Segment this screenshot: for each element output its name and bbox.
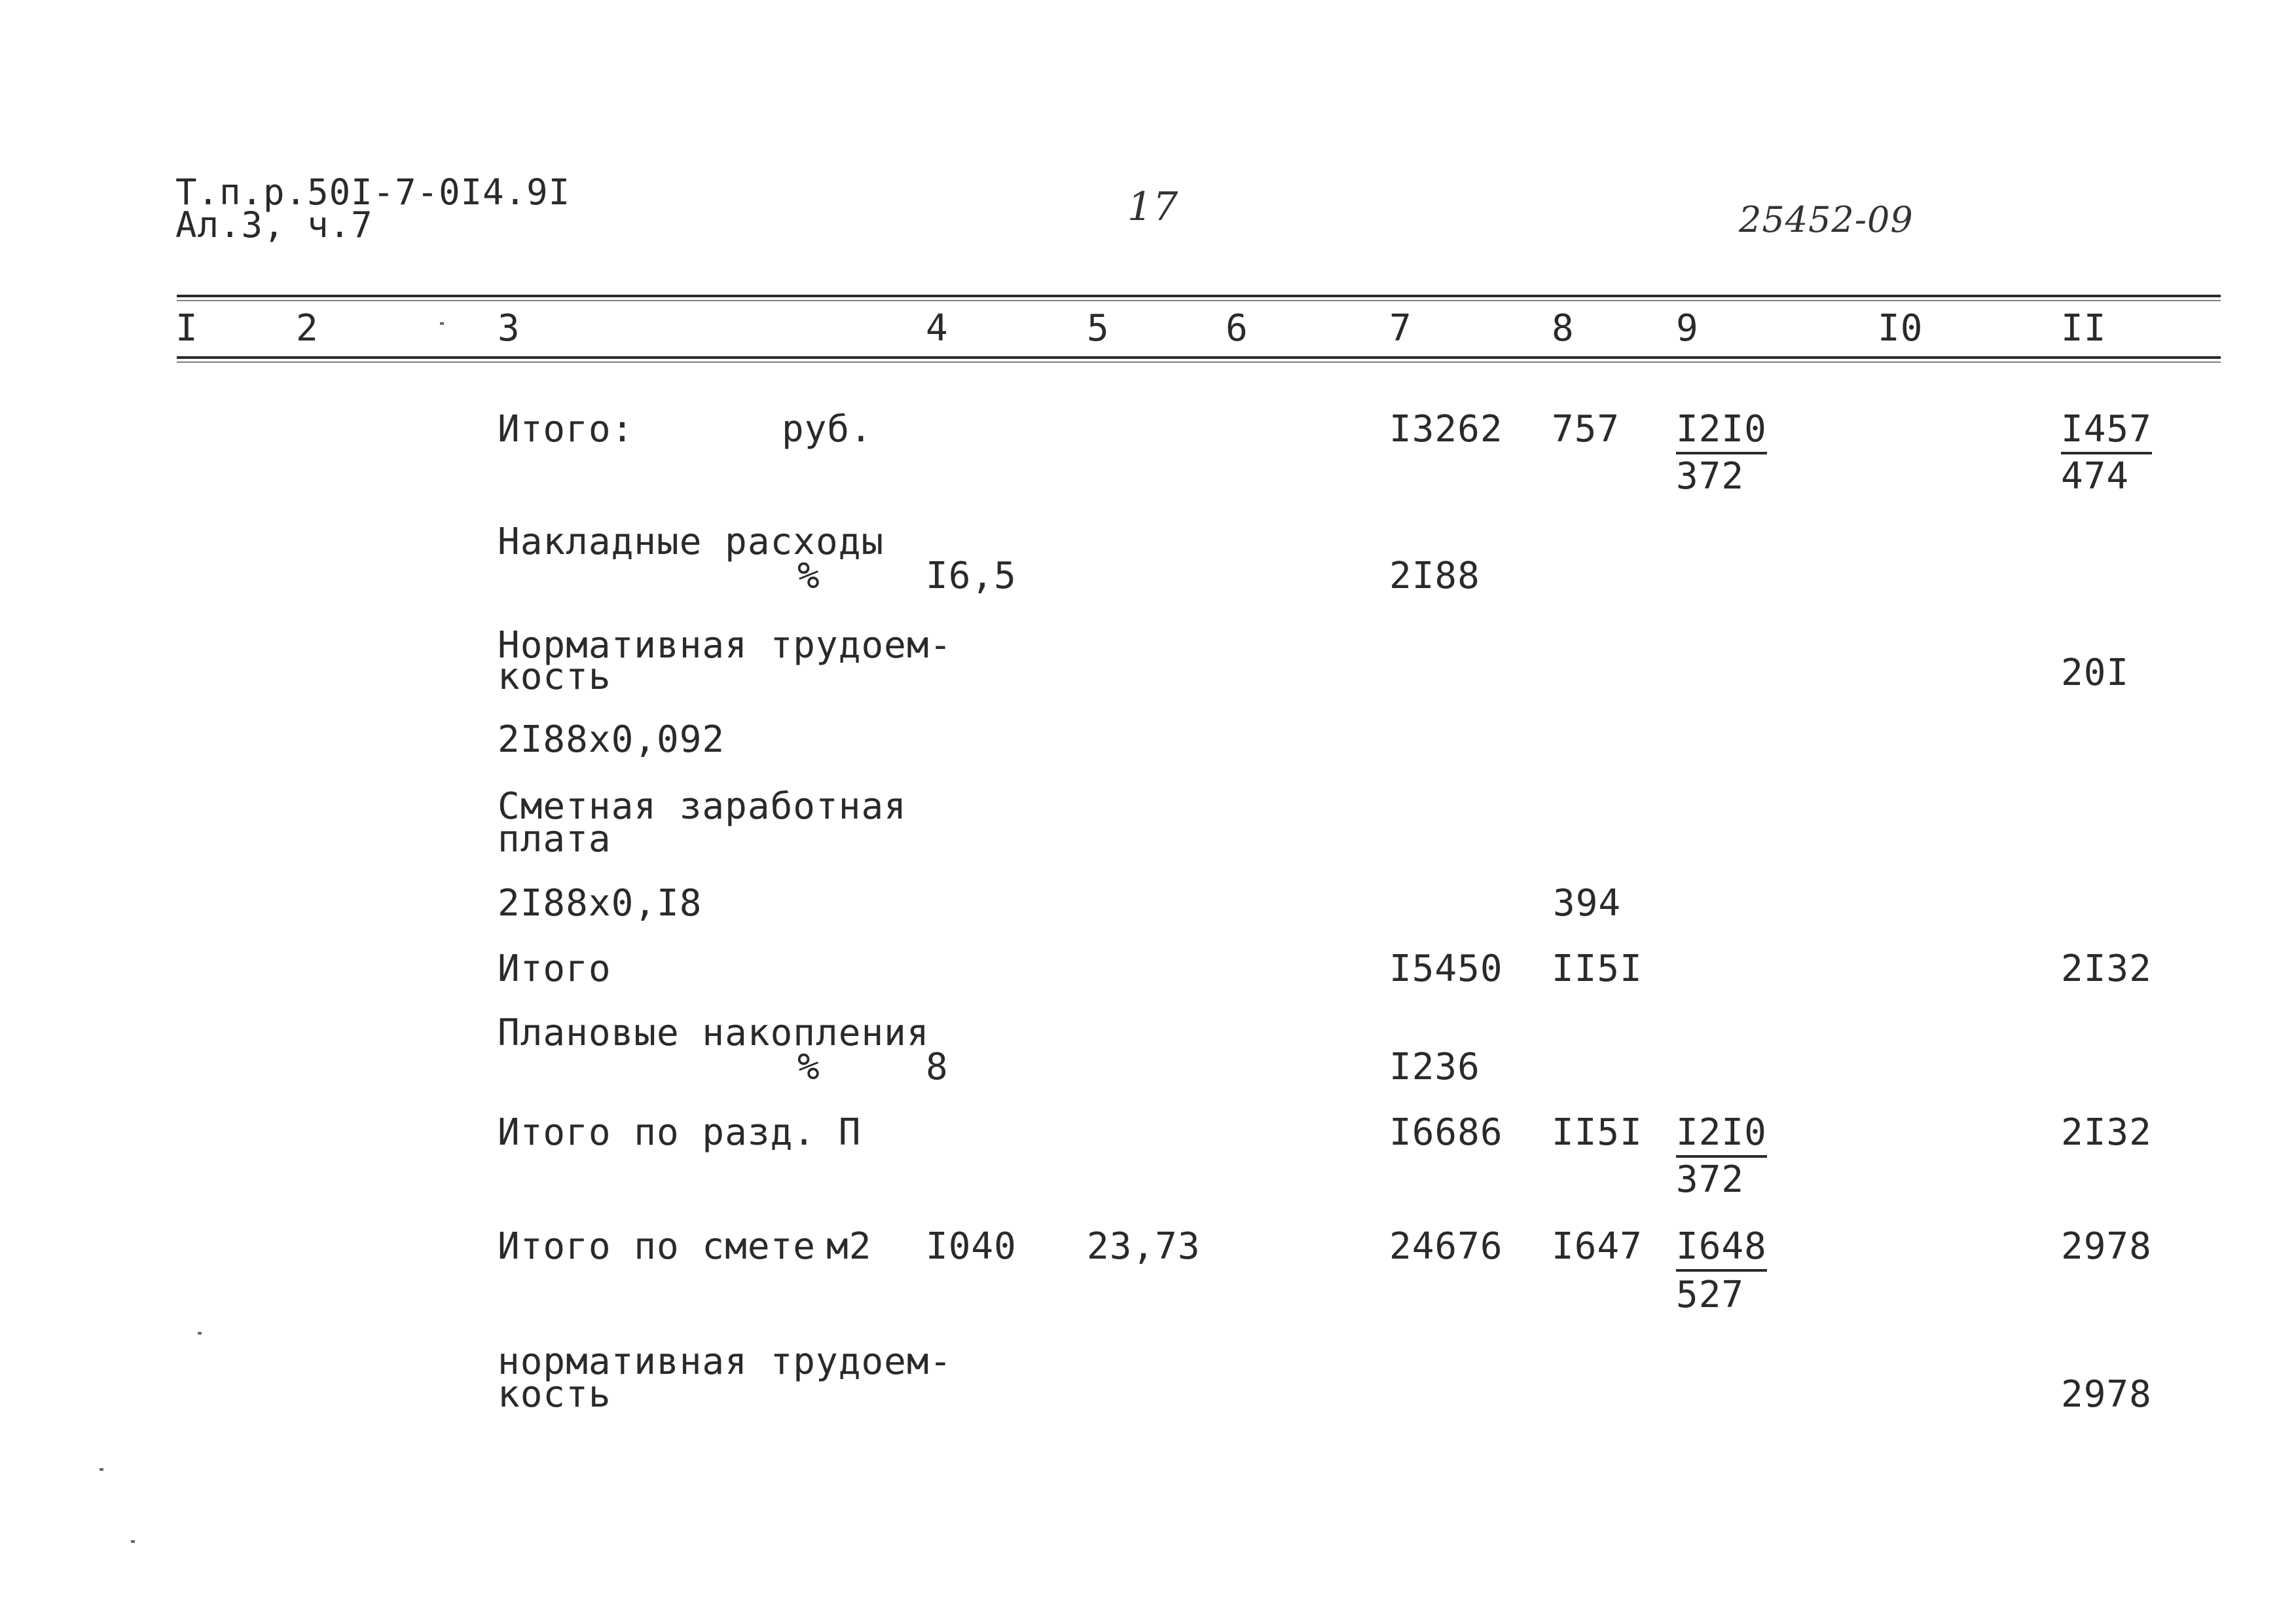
column-header: 5 — [1087, 307, 1110, 350]
cell-col4: I040 — [926, 1225, 1017, 1268]
column-header: 4 — [926, 307, 949, 350]
row-label-cont: плата — [498, 818, 611, 860]
row-label: Итого: — [498, 408, 634, 451]
speck-mark — [198, 1332, 202, 1335]
cell-col9-denominator: 372 — [1676, 1158, 1745, 1201]
row-label: 2I88х0,092 — [498, 718, 725, 761]
cell-col8: II5I — [1552, 948, 1643, 990]
row-label: Итого по разд. П — [498, 1111, 862, 1154]
column-header: 7 — [1389, 307, 1412, 350]
cell-col9-numerator: I648 — [1676, 1225, 1767, 1272]
cell-col9-numerator: I2I0 — [1676, 408, 1767, 454]
row-unit: % — [797, 1046, 820, 1088]
page-number: 17 — [1127, 184, 1179, 230]
document-designation: Т.п.р.50I-7-0I4.9I — [175, 172, 571, 213]
table-top-rule-inner — [177, 300, 2221, 301]
document-code: 25452-09 — [1739, 199, 1914, 240]
cell-col7: I6686 — [1389, 1111, 1503, 1154]
header-bottom-rule — [177, 356, 2221, 359]
cell-col7: I236 — [1389, 1046, 1480, 1088]
speck-mark — [100, 1468, 103, 1471]
cell-col11: 2978 — [2061, 1373, 2152, 1416]
row-unit: руб. — [782, 408, 873, 451]
cell-col9-denominator: 372 — [1676, 455, 1745, 498]
cell-col11-numerator: I457 — [2061, 408, 2152, 454]
cell-col7: 2I88 — [1389, 555, 1480, 597]
cell-col4: I6,5 — [926, 555, 1017, 597]
speck-mark — [131, 1540, 135, 1543]
row-label-cont: кость — [498, 655, 611, 698]
row-label: Итого по смете — [498, 1225, 816, 1268]
cell-col11: 2I32 — [2061, 948, 2152, 990]
row-label: Плановые накопления — [498, 1012, 930, 1054]
cell-col7: I3262 — [1389, 408, 1503, 451]
cell-col11: 20I — [2061, 652, 2130, 694]
column-header: 6 — [1226, 307, 1248, 350]
cell-col9-numerator: I2I0 — [1676, 1111, 1767, 1158]
row-label-cont: кость — [498, 1373, 611, 1416]
table-top-rule — [177, 295, 2221, 297]
header-bottom-rule-inner — [177, 361, 2221, 363]
row-label: 2I88х0,I8 — [498, 882, 702, 925]
cell-col11: 2I32 — [2061, 1111, 2152, 1154]
row-label: нормативная трудоем- — [498, 1340, 953, 1383]
column-header: II — [2061, 307, 2107, 350]
cell-col8: 394 — [1553, 882, 1622, 925]
cell-col9-denominator: 527 — [1676, 1274, 1745, 1316]
row-unit: % — [797, 555, 820, 597]
column-header: 3 — [498, 307, 520, 350]
cell-col5: 23,73 — [1087, 1225, 1201, 1268]
column-header: 2 — [296, 307, 319, 350]
cell-col11-denominator: 474 — [2061, 455, 2130, 498]
row-label: Накладные расходы — [498, 521, 884, 563]
cell-col7: 24676 — [1389, 1225, 1503, 1268]
cell-col4: 8 — [926, 1046, 949, 1088]
cell-col8: II5I — [1552, 1111, 1643, 1154]
column-header: 8 — [1552, 307, 1575, 350]
cell-col7: I5450 — [1389, 948, 1503, 990]
row-label: Итого — [498, 948, 611, 990]
cell-col8: I647 — [1552, 1225, 1643, 1268]
column-header: 9 — [1676, 307, 1699, 350]
document-section: Ал.3, ч.7 — [175, 204, 373, 246]
cell-col8: 757 — [1552, 408, 1620, 451]
column-header: I0 — [1878, 307, 1923, 350]
column-header: I — [175, 307, 198, 350]
row-label: Сметная заработная — [498, 785, 907, 828]
cell-col11: 2978 — [2061, 1225, 2152, 1268]
speck-mark — [440, 322, 444, 325]
row-label: Нормативная трудоем- — [498, 624, 953, 667]
row-unit: м2 — [826, 1225, 872, 1268]
